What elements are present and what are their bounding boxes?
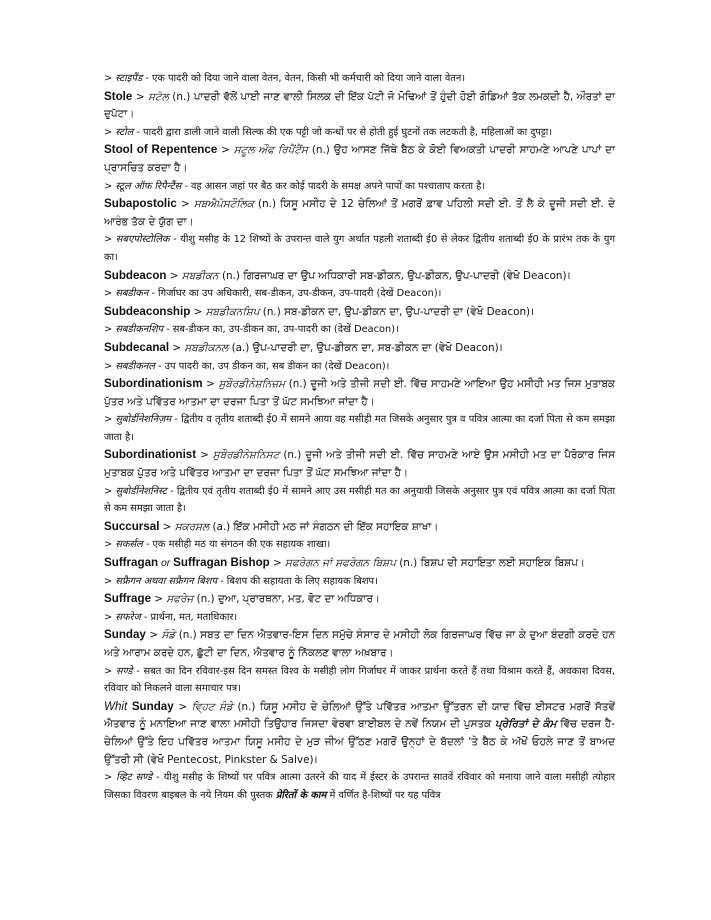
definition: (n.) ਯਿਸੂ ਮਸੀਹ ਦੇ ਚੇਲਿਆਂ ਉੱਤੇ ਪਵਿੱਤਰ ਆਤਮਾ ਉੱਤਰਨ ਦੀ ਯਾਦ ਵਿੱਚ ਈਸਟਰ ਮਗਰੋਂ ਸੱਤਵੇਂ ਐਤਵਾਰ ਨੂੰ ਮਨਾਇਆ ਜਾਣ ਵਾਲਾ ਮਸੀਹੀ ਤਿਉਹਾਰ ਜਿਸਦਾ ਵੇਰਵਾ ਬਾਈਬਲ ਦੇ ਨਵੇਂ ਨਿਯਮ ਦੀ ਪੁਸਤਕ	[104, 700, 615, 731]
definition: (n.) ਦੂਜੀ ਅਤੇ ਤੀਜੀ ਸਦੀ ਈ. ਵਿੱਚ ਸਾਹਮਣੇ ਆਇਆ ਉਹ ਮਸੀਹੀ ਮਤ ਜਿਸ ਮੁਤਾਬਕ ਪੁੱਤਰ ਅਤੇ ਪਵਿੱਤਰ ਆਤਮਾ ਦਾ ਦਰਜਾ ਪਿਤਾ ਤੋਂ ਘੱਟ ਸਮਝਿਆ ਜਾਂਦਾ ਹੈ।	[104, 378, 616, 408]
entry-subordinationism	[104, 375, 615, 411]
transliteration: > ਸਫਰੇਗਨ ਜਾਂ ਸਫਰੇਗਨ ਬਿਸ਼ਪ	[269, 557, 396, 570]
transliteration: > सकर्सल	[104, 539, 143, 551]
definition: - बिशप की सहायता के लिए सहायक बिशप।	[217, 575, 378, 587]
entry-hindi	[104, 536, 615, 554]
entry-subapostolic	[104, 195, 615, 231]
entry-suffragan	[104, 554, 615, 573]
transliteration: > ਸਟੂਲ ਔਫ ਰਿਪੈਂਟੈਂਸ	[217, 144, 308, 157]
headword: Stole	[104, 89, 133, 103]
entry-suffrage	[104, 590, 615, 609]
entry-hindi	[104, 411, 615, 446]
headword: Suffrage	[104, 592, 152, 606]
transliteration: > स्टाइपैंड	[104, 73, 143, 84]
definition: - एक पादरी को दिया जाने वाला वेतन, वेतन, किसी भी कर्मचारी को दिया जाने वाला वेतन।	[142, 73, 466, 84]
definition: - सबत का दिन रविवार-इस दिन समस्त विश्व के मसीही लोग गिर्जाघर में जाकर प्रार्थना करते हैं तथा विश्राम करते हैं, अवकाश दिवस, रविवार को निकलने वाला समाचार पत्र।	[104, 665, 615, 695]
headword: Sunday	[131, 699, 174, 713]
definition: - एक मसीही मठ या संगठन की एक सहायक शाखा।	[142, 539, 331, 551]
headword: Subordinationism	[104, 377, 203, 391]
entry-stole	[104, 88, 615, 124]
headword: Sunday	[104, 628, 146, 642]
transliteration: > सुबोर्डीनेशनिज़म	[104, 414, 172, 426]
transliteration: > सबएपोस्टोलिक	[104, 234, 170, 246]
definition: (n.) ਸਬ-ਡੀਕਨ ਦਾ, ਉਪ-ਡੀਕਨ ਦਾ, ਉਪ-ਪਾਦਰੀ ਦਾ (ਵੇਖੋ Deacon)।	[259, 305, 535, 318]
headword: Stool of Repentence	[104, 143, 218, 157]
headword: Subdeacon	[104, 268, 167, 282]
headword: Suffragan	[104, 556, 159, 570]
definition: (n.) ਯਿਸੂ ਮਸੀਹ ਦੇ 12 ਚੇਲਿਆਂ ਤੋਂ ਮਗਰੋਂ ਫ਼ਾਵ ਪਹਿਲੀ ਸਦੀ ਈ. ਤੋਂ ਲੈ ਕੇ ਦੂਜੀ ਸਦੀ ਈ. ਦੇ ਆਰੰਭ ਤੱਕ ਦੇ ਯੁੱਗ ਦਾ।	[104, 198, 616, 228]
definition: (n.) ਉਹ ਆਸਣ ਜਿੱਥੇ ਬੈਠ ਕੇ ਕੋਈ ਵਿਅਕਤੀ ਪਾਦਰੀ ਸਾਹਮਣੇ ਆਪਣੇ ਪਾਪਾਂ ਦਾ ਪ੍ਰਾਸਚਿਤ ਕਰਦਾ ਹੈ।	[104, 144, 615, 174]
transliteration: > ਸਕਰਸਲ	[159, 520, 210, 533]
definition: (n.) ਬਿਸ਼ਪ ਦੀ ਸਹਾਇਤਾ ਲਈ ਸਹਾਇਕ ਬਿਸ਼ਪ।	[395, 557, 585, 570]
entry-succursal	[104, 518, 615, 537]
definition-continued: में वर्णित है-शिष्यों पर यह पवित्र	[326, 789, 441, 801]
definition: (n.) ਗਿਰਜਾਘਰ ਦਾ ਉਪ ਅਧਿਕਾਰੀ ਸਬ-ਡੀਕਨ, ਉਪ-ਡੀਕਨ, ਉਪ-ਪਾਦਰੀ (ਵੇਖੋ Deacon)।	[218, 269, 571, 282]
definition: - द्वितीय व तृतीय शताब्दी ई0 में सामने आया वह मसीही मत जिसके अनुसार पुत्र व पवित्र आत्मा का दर्जा पिता से कम समझा जाता है।	[104, 414, 615, 443]
entry-sunday	[104, 626, 615, 662]
entry-subdeaconship	[104, 303, 615, 322]
definition: (n.) ਦੂਜੀ ਅਤੇ ਤੀਜੀ ਸਦੀ ਈ. ਵਿੱਚ ਸਾਹਮਣੇ ਆਏ ਉਸ ਮਸੀਹੀ ਮਤ ਦਾ ਪੈਰੋਕਾਰ ਜਿਸ ਮੁਤਾਬਕ ਪੁੱਤਰ ਅਤੇ ਪਵਿੱਤਰ ਆਤਮਾ ਦਾ ਦਰਜਾ ਪਿਤਾ ਤੋਂ ਘੱਟ ਸਮਝਿਆ ਜਾਂਦਾ ਹੈ।	[104, 449, 616, 480]
definition: - पादरी द्वारा डाली जाने वाली सिल्क की एक पट्टी जो कन्धों पर से होती हुई घुटनों तक लटकती है, महिलाओं का दुपट्टा।	[133, 126, 553, 138]
entry-subordinationist	[104, 446, 615, 482]
entry-hindi	[104, 231, 615, 266]
transliteration: > ਵ੍ਹਿਟ ਸੰਡੇ	[173, 700, 233, 713]
definition: - वह आसन जहां पर बैठ कर कोई पादरी के समक्ष अपने पापों का पश्चाताप करता है।	[181, 180, 486, 192]
entry-hindi	[104, 178, 615, 196]
transliteration: > ਸਬਡੀਕਨਲ	[169, 341, 229, 354]
book-title: प्रेरितों के काम	[275, 789, 327, 801]
book-title: ਪ੍ਰੇਰਿਤਾਂ ਦੇ ਕੰਮ	[494, 718, 557, 731]
transliteration: > ਸਬਐਪੋਸਟੌਲਿਕ	[176, 198, 254, 211]
headword: Succursal	[104, 519, 160, 533]
definition: - सब-डीकन का, उप-डीकन का, उप-पादरी का (देखें Deacon)।	[163, 324, 399, 336]
entry-hindi	[104, 358, 615, 376]
transliteration: > सफ्रैगन अथवा सफ्रैगन बिशप	[104, 575, 218, 587]
transliteration: > ਸੁਬੌਰਡੀਨੇਸ਼ਨਿਸਟ	[196, 449, 280, 462]
definition: (n.) ਸਬਤ ਦਾ ਦਿਨ ਐਤਵਾਰ-ਇਸ ਦਿਨ ਸਮੁੱਚੇ ਸੰਸਾਰ ਦੇ ਮਸੀਹੀ ਲੋਕ ਗਿਰਜਾਘਰ ਵਿੱਚ ਜਾ ਕੇ ਦੁਆ ਬੰਦਗੀ ਕਰਦੇ ਹਨ ਅਤੇ ਆਰਾਮ ਕਰਦੇ ਹਨ, ਛੁੱਟੀ ਦਾ ਦਿਨ, ਐਤਵਾਰ ਨੂੰ ਨਿੱਕਲਣ ਵਾਲਾ ਅਖ਼ਬਾਰ।	[104, 629, 615, 659]
definition: - गिर्जाघर का उप अधिकारी, सब-डीकन, उप-डीकन, उप-पादरी (देखें Deacon)।	[148, 288, 442, 300]
entry-hindi	[104, 573, 615, 591]
transliteration: > सबडीकनल	[104, 360, 155, 372]
definition: - उप पादरी का, उप डीकन का, सब डीकन का (देखें Deacon)।	[154, 360, 390, 372]
transliteration: > व्हिट सण्डे	[104, 772, 153, 784]
definition: - प्रार्थना, मत, मताधिकार।	[140, 611, 238, 623]
definition: (a.) ਉਪ-ਪਾਦਰੀ ਦਾ, ਉਪ-ਡੀਕਨ ਦਾ, ਸਬ-ਡੀਕਨ ਦਾ (ਵੇਖੋ Deacon)।	[228, 341, 503, 354]
transliteration: > ਸਫਰੇਜ	[151, 593, 194, 606]
definition: - द्वितीय एवं तृतीय शताब्दी ई0 में सामने आए उस मसीही मत का अनुयायी जिसके अनुसार पुत्र एवं पवित्र आत्मा का दर्जा पिता से कम समझा जाता है।	[104, 485, 615, 515]
headword-prefix: Whit	[104, 699, 128, 713]
entry-hindi	[104, 321, 615, 339]
entry-whit-sunday	[104, 698, 615, 769]
definition-continued: ਵਿੱਚ ਦਰਜ ਹੈ-ਚੇਲਿਆਂ ਉੱਤੇ ਇਹ ਪਵਿੱਤਰ ਆਤਮਾ ਯਿਸੂ ਮਸੀਹ ਦੇ ਮੁੜ ਜੀਅ ਉੱਠਣ ਮਗਰੋਂ ਉਨ੍ਹਾਂ ਦੇ ਬੱਦਲਾਂ 'ਤੇ ਬੈਠ ਕੇ ਅੱਖੋਂ ਓਹਲੇ ਜਾਣ ਤੋਂ ਬਾਅਦ ਉੱਤਰੀ ਸੀ (ਵੇਖੋ Pentecost, Pinkster & Salve)।	[104, 718, 615, 766]
entry-subdeacon	[104, 267, 615, 286]
definition: - यीशु मसीह के 12 शिष्यों के उपरान्त वाले युग अर्थात पहली शताब्दी ई0 से लेकर द्वितीय शताब्दी ई0 के प्रारंभ तक के युग का।	[104, 234, 615, 263]
headword: Subapostolic	[104, 197, 177, 211]
definition: - यीशु मसीह के शिष्यों पर पवित्र आत्मा उतरने की याद में ईस्टर के उपरान्त सातवें रविवार को मनाया जाने वाला मसीही त्योहार जिसका विवरण बाइबल के नये नियम की पुस्तक	[104, 772, 616, 801]
entry-subdecanal	[104, 339, 615, 358]
entry-hindi	[104, 769, 615, 804]
transliteration: > सबडीकनशिप	[104, 324, 164, 336]
entry-hindi	[104, 609, 615, 627]
transliteration: > सफरेज	[104, 611, 141, 623]
transliteration: > सबडीकन	[104, 288, 149, 300]
definition: (n.) ਦੁਆ, ਪ੍ਰਾਰਥਨਾ, ਮਤ, ਵੋਟ ਦਾ ਅਧਿਕਾਰ।	[193, 593, 380, 606]
transliteration: > स्टोल	[104, 126, 134, 138]
entry-hindi	[104, 663, 615, 698]
definition: (a.) ਇੱਕ ਮਸੀਹੀ ਮਠ ਜਾਂ ਸੰਗਠਨ ਦੀ ਇੱਕ ਸਹਾਇਕ ਸ਼ਾਖਾ।	[209, 520, 439, 533]
headword: Subordinationist	[104, 448, 197, 462]
transliteration: > ਸਬਡੀਕਨ	[166, 269, 219, 282]
headword: Subdecanal	[104, 340, 170, 354]
entry-hindi	[104, 285, 615, 303]
transliteration: > सुबोर्डीनेशनिस्ट	[104, 485, 167, 497]
headword-alt: Suffragan Bishop	[173, 556, 270, 570]
definition: (n.) ਪਾਦਰੀ ਵੱਲੋਂ ਪਾਈ ਜਾਣ ਵਾਲੀ ਸਿਲਕ ਦੀ ਇੱਕ ਪੱਟੀ ਜੋ ਮੋਢਿਆਂ ਤੋਂ ਹੁੰਦੀ ਹੋਈ ਗੋਡਿਆਂ ਤੱਕ ਲਮਕਦੀ ਹੈ, ਔਰਤਾਂ ਦਾ ਦੁਪੱਟਾ।	[104, 90, 615, 121]
transliteration: > ਸਟੋਲ	[132, 90, 169, 103]
transliteration: > ਸੁਬੌਰਡੀਨੇਸ਼ਨਿਜ਼ਮ	[202, 378, 286, 391]
entry-stool-of-repentence	[104, 141, 615, 177]
entry-hindi	[104, 70, 615, 88]
headword: Subdeaconship	[104, 304, 191, 318]
transliteration: > सण्डे	[104, 665, 133, 677]
entry-hindi	[104, 483, 615, 518]
transliteration: > स्टूल ऑफ रिपैन्टैंस	[104, 180, 182, 192]
entry-hindi	[104, 124, 615, 142]
or-connector: or	[158, 558, 174, 570]
transliteration: > ਸਬਡੀਕਨਸ਼ਿਪ	[190, 305, 260, 318]
transliteration: > ਸੰਡੇ	[145, 629, 176, 642]
